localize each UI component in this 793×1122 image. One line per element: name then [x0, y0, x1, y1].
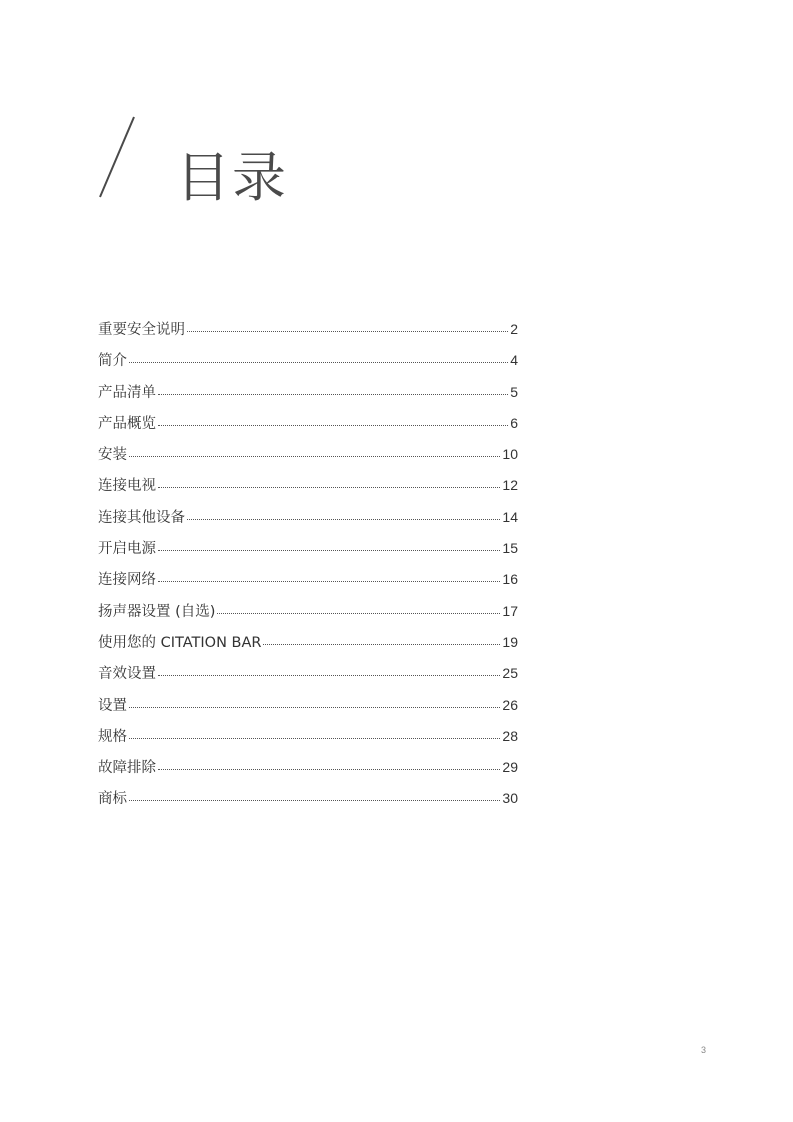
toc-entry-label: 商标 — [98, 791, 127, 808]
toc-leader-dots — [158, 394, 508, 395]
toc-leader-dots — [158, 675, 500, 676]
toc-leader-dots — [158, 550, 500, 551]
toc-entry-page: 4 — [510, 352, 518, 369]
toc-entry-label: 连接其他设备 — [98, 509, 185, 526]
toc-entry-label: 连接网络 — [98, 572, 156, 589]
toc-entry[interactable] — [98, 349, 518, 380]
toc-leader-dots — [158, 769, 500, 770]
toc-entry-page: 12 — [502, 477, 518, 494]
toc-entry[interactable] — [98, 537, 518, 568]
toc-entry[interactable] — [98, 631, 518, 662]
toc-entry-page: 26 — [502, 696, 518, 713]
toc-entry-label: 扬声器设置 (自选) — [98, 603, 216, 620]
toc-entry-page: 30 — [502, 790, 518, 807]
toc-entry-label: 连接电视 — [98, 478, 156, 495]
toc-entry-label: 使用您的 CITATION BAR — [98, 634, 262, 651]
table-of-contents — [98, 318, 518, 819]
toc-entry-page: 19 — [502, 633, 518, 650]
toc-entry-label: 故障排除 — [98, 760, 156, 777]
toc-entry[interactable] — [98, 381, 518, 412]
toc-entry-page: 28 — [502, 727, 518, 744]
toc-leader-dots — [158, 581, 500, 582]
toc-entry[interactable] — [98, 474, 518, 505]
toc-entry[interactable] — [98, 600, 518, 631]
toc-entry-label: 简介 — [98, 353, 127, 370]
page-title: 目录 — [176, 146, 288, 209]
toc-entry-page: 16 — [502, 571, 518, 588]
toc-entry-label: 音效设置 — [98, 666, 156, 683]
toc-entry-label: 安装 — [98, 447, 127, 464]
toc-leader-dots — [158, 487, 500, 488]
toc-leader-dots — [129, 738, 500, 739]
toc-entry-label: 重要安全说明 — [98, 322, 185, 338]
toc-entry-label: 设置 — [98, 697, 127, 714]
toc-entry[interactable] — [98, 318, 518, 349]
toc-entry-page: 5 — [510, 383, 518, 400]
toc-entry[interactable] — [98, 568, 518, 599]
toc-entry[interactable] — [98, 662, 518, 693]
toc-entry-page: 29 — [502, 759, 518, 776]
toc-leader-dots — [158, 425, 508, 426]
toc-entry[interactable] — [98, 694, 518, 725]
toc-entry[interactable] — [98, 506, 518, 537]
toc-leader-dots — [217, 613, 500, 614]
toc-entry-page: 2 — [510, 321, 518, 337]
toc-entry[interactable] — [98, 443, 518, 474]
toc-leader-dots — [129, 362, 508, 363]
page-number: 3 — [701, 1045, 707, 1055]
toc-entry[interactable] — [98, 412, 518, 443]
toc-entry-page: 17 — [502, 602, 518, 619]
toc-leader-dots — [129, 456, 500, 457]
toc-entry-label: 产品概览 — [98, 415, 156, 432]
toc-entry-page: 6 — [510, 414, 518, 431]
toc-leader-dots — [129, 800, 500, 801]
toc-entry[interactable] — [98, 725, 518, 756]
toc-leader-dots — [187, 331, 508, 332]
toc-entry-label: 规格 — [98, 728, 127, 745]
toc-leader-dots — [263, 644, 500, 645]
toc-entry-page: 15 — [502, 540, 518, 557]
toc-entry[interactable] — [98, 787, 518, 818]
toc-entry[interactable] — [98, 756, 518, 787]
toc-leader-dots — [129, 707, 500, 708]
toc-entry-label: 开启电源 — [98, 541, 156, 558]
toc-entry-page: 25 — [502, 665, 518, 682]
toc-entry-page: 10 — [502, 446, 518, 463]
title-slash-decoration — [99, 116, 135, 198]
toc-entry-page: 14 — [502, 508, 518, 525]
toc-leader-dots — [187, 519, 500, 520]
toc-entry-label: 产品清单 — [98, 384, 156, 401]
